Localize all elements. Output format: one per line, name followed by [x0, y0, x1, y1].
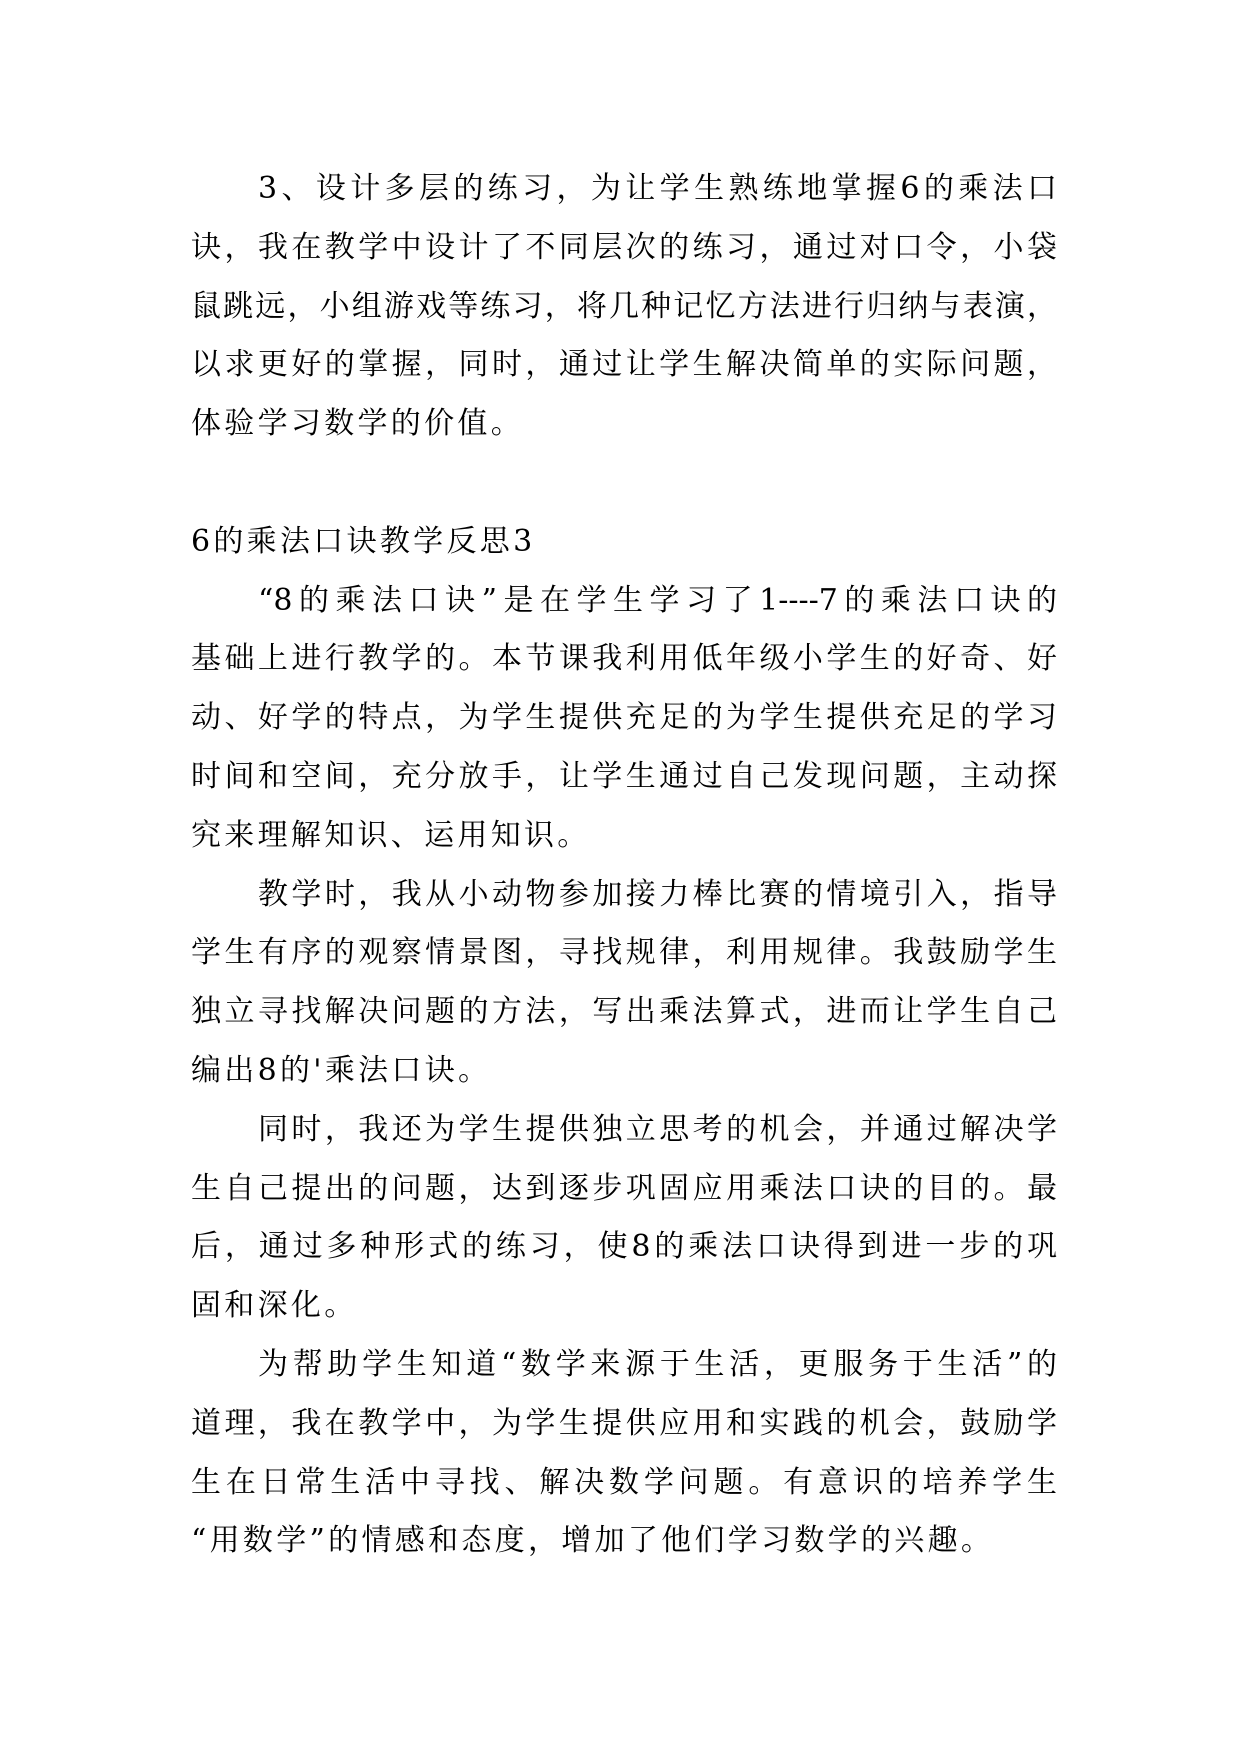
paragraph-line: “8的乘法口诀”是在学生学习了1----7的乘法口诀的 — [258, 582, 1057, 618]
section-heading: 6的乘法口诀教学反思3 — [191, 523, 536, 559]
paragraph — [191, 572, 1057, 866]
paragraph-line: 学生有序的观察情景图，寻找规律，利用规律。我鼓励学生 — [191, 935, 1057, 971]
paragraph — [191, 1336, 1057, 1571]
paragraph-line: 生在日常生活中寻找、解决数学问题。有意识的培养学生 — [191, 1464, 1057, 1500]
paragraph-line: 同时，我还为学生提供独立思考的机会，并通过解决学 — [258, 1111, 1057, 1147]
paragraph-line: “用数学”的情感和态度，增加了他们学习数学的兴趣。 — [191, 1523, 995, 1559]
paragraph-line: 道理，我在教学中，为学生提供应用和实践的机会，鼓励学 — [191, 1405, 1057, 1441]
paragraph — [191, 1101, 1057, 1336]
paragraph — [191, 160, 1057, 454]
paragraph-line: 编出8的'乘法口诀。 — [191, 1052, 492, 1088]
blank-line — [191, 454, 1057, 513]
paragraph — [191, 866, 1057, 1101]
paragraph-line: 后，通过多种形式的练习，使8的乘法口诀得到进一步的巩 — [191, 1229, 1057, 1265]
paragraph-line: 固和深化。 — [191, 1288, 358, 1324]
paragraph-line: 鼠跳远，小组游戏等练习，将几种记忆方法进行归纳与表演， — [191, 288, 1057, 324]
paragraph-line: 教学时，我从小动物参加接力棒比赛的情境引入，指导 — [258, 876, 1057, 912]
paragraph-line: 以求更好的掌握，同时，通过让学生解决简单的实际问题， — [191, 347, 1057, 383]
paragraph-line: 动、好学的特点，为学生提供充足的为学生提供充足的学习 — [191, 700, 1057, 736]
paragraph-line: 3、设计多层的练习，为让学生熟练地掌握6的乘法口 — [258, 171, 1057, 206]
paragraph-line: 时间和空间，充分放手，让学生通过自己发现问题，主动探 — [191, 758, 1057, 794]
paragraph-line: 体验学习数学的价值。 — [191, 406, 524, 442]
paragraph-line: 基础上进行教学的。本节课我利用低年级小学生的好奇、好 — [191, 641, 1057, 677]
paragraph-line: 究来理解知识、运用知识。 — [191, 817, 591, 853]
paragraph-line: 为帮助学生知道“数学来源于生活，更服务于生活”的 — [258, 1346, 1057, 1382]
document-page — [191, 160, 1057, 1571]
paragraph-line: 诀，我在教学中设计了不同层次的练习，通过对口令，小袋 — [191, 229, 1057, 265]
paragraph-line: 生自己提出的问题，达到逐步巩固应用乘法口诀的目的。最 — [191, 1170, 1057, 1206]
paragraph-line: 独立寻找解决问题的方法，写出乘法算式，进而让学生自己 — [191, 994, 1057, 1030]
